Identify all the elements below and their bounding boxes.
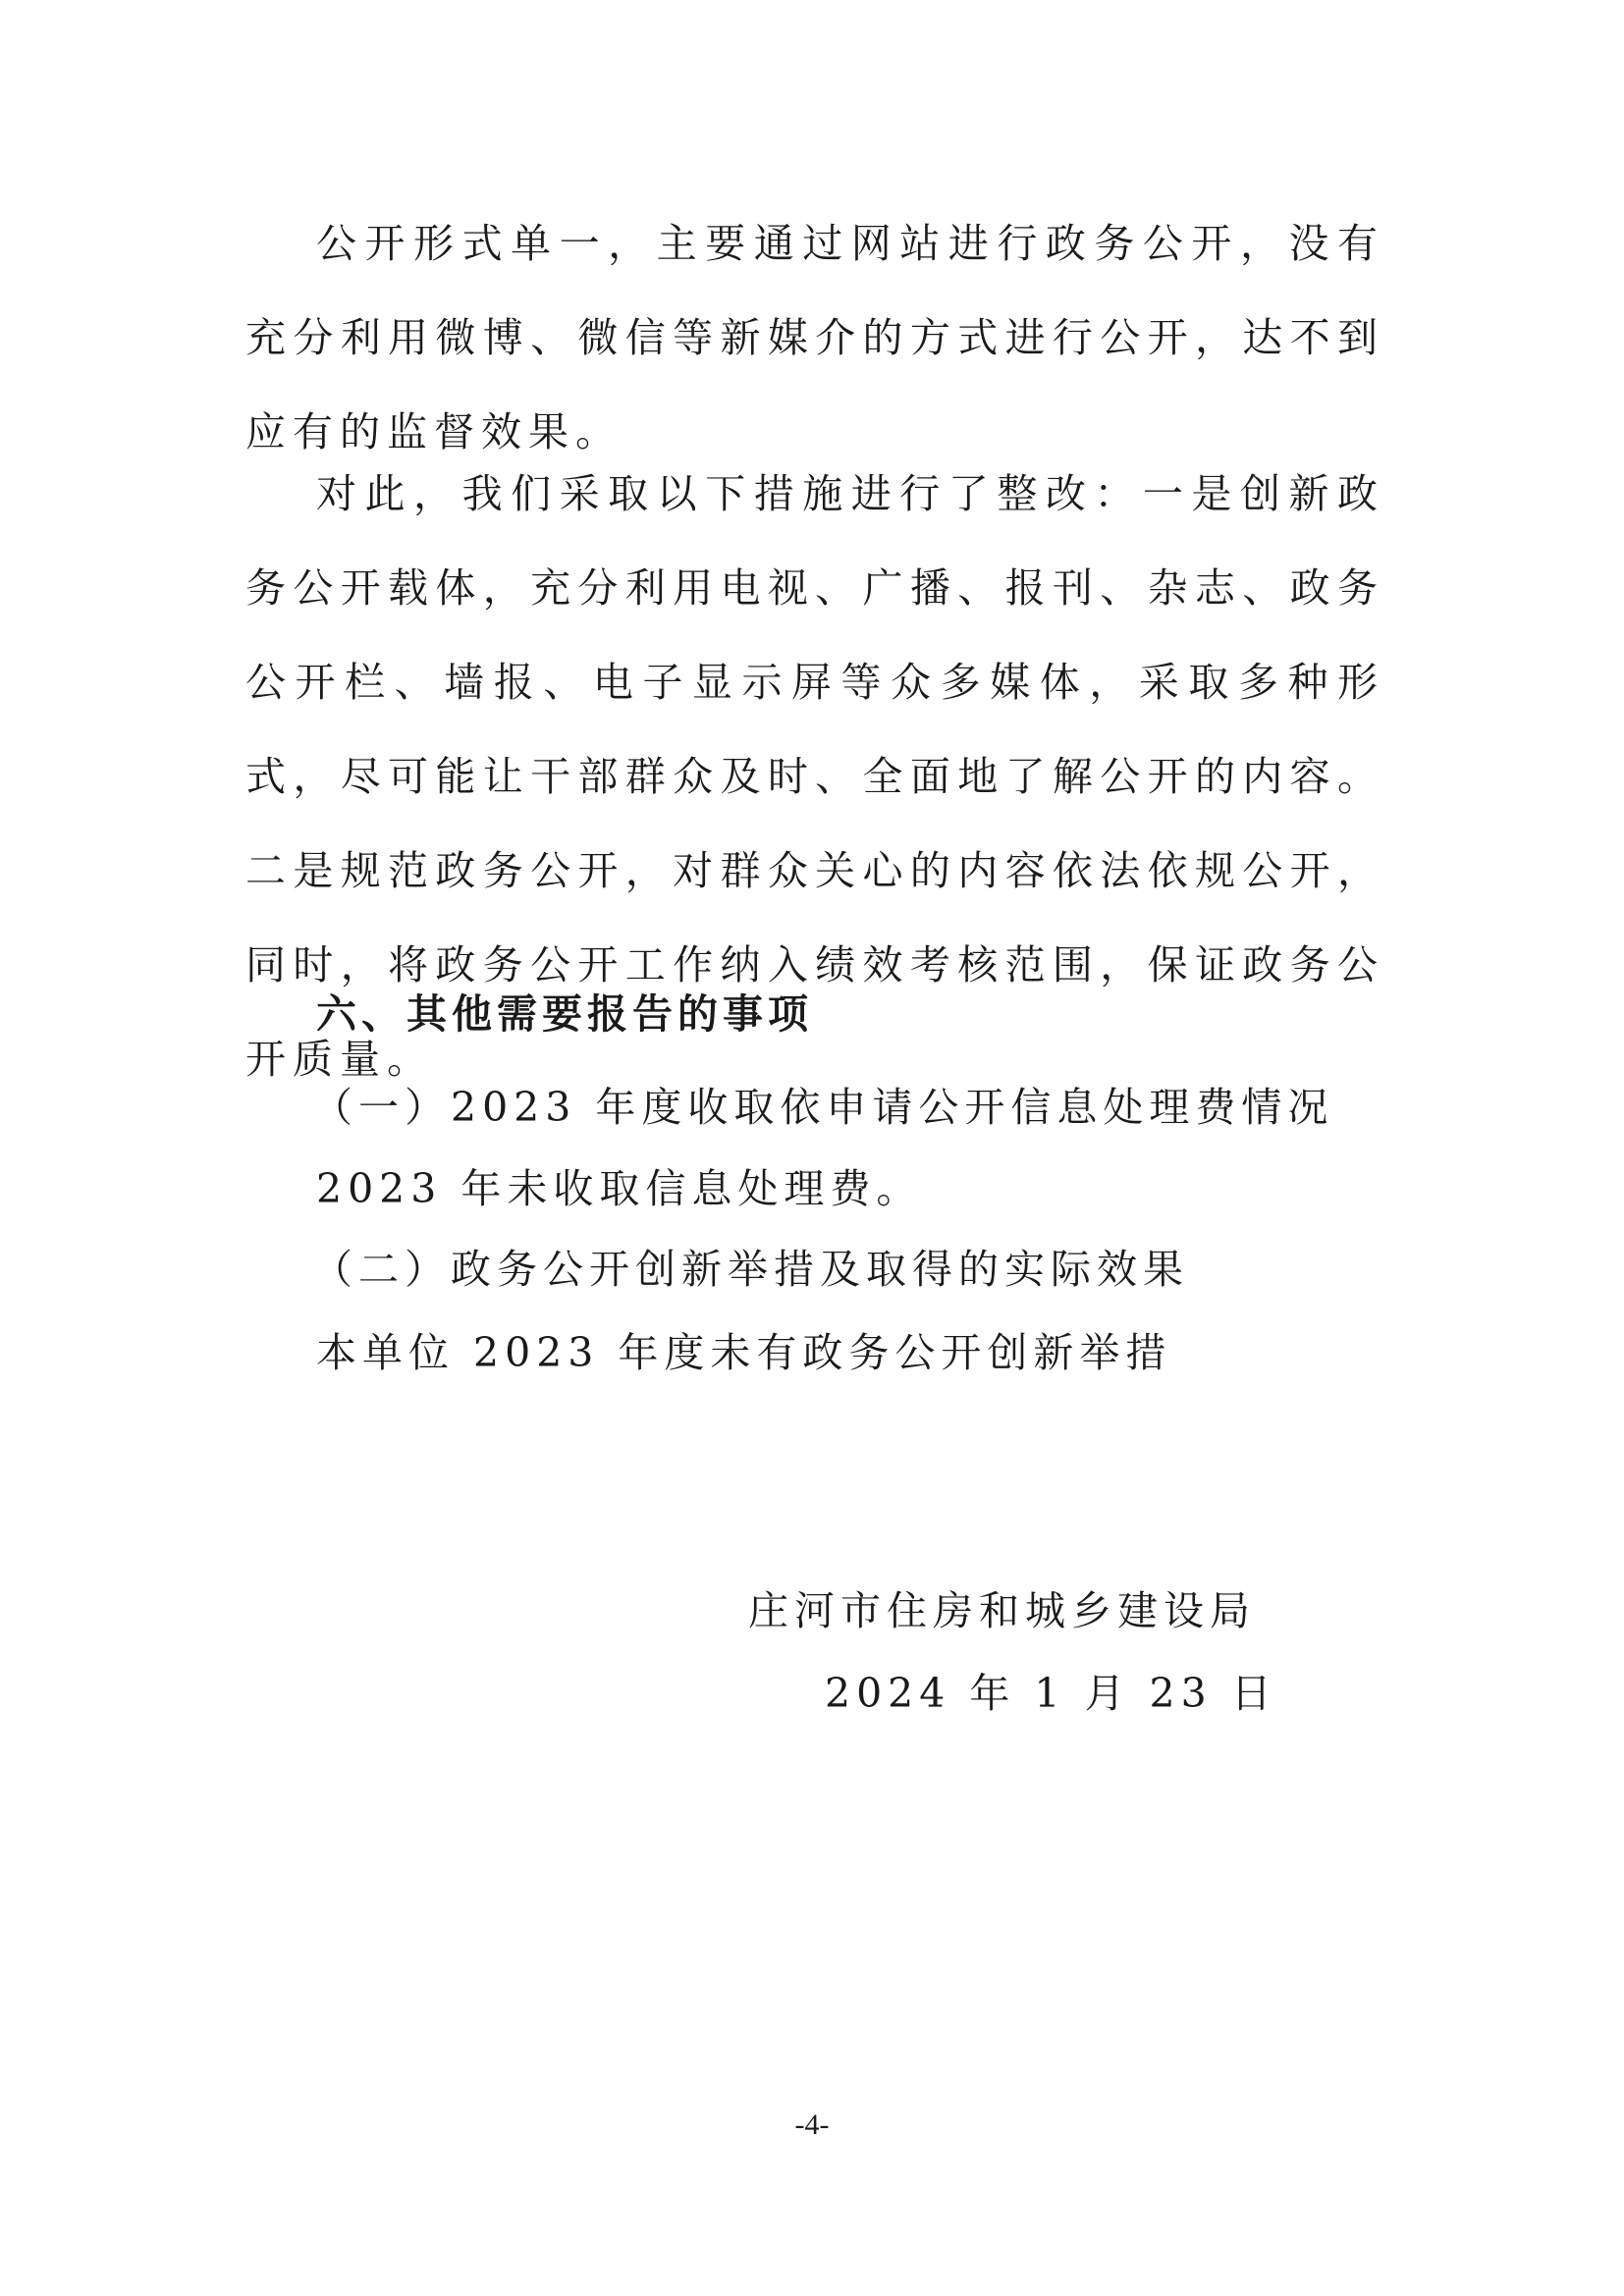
signature-date: 2024 年 1 月 23 日 — [825, 1670, 1277, 1717]
signature-organization: 庄河市住房和城乡建设局 — [748, 1587, 1256, 1634]
subsection-2-title: （二）政务公开创新举措及取得的实际效果 — [312, 1246, 1189, 1293]
subsection-2-body: 本单位 2023 年度未有政务公开创新举措 — [316, 1329, 1172, 1376]
subsection-1-title: （一）2023 年度收取依申请公开信息处理费情况 — [312, 1084, 1334, 1131]
page-number: -4- — [794, 2109, 830, 2141]
body-paragraph-1: 公开形式单一，主要通过网站进行政务公开，没有充分利用微博、微信等新媒介的方式进行公开，达不到应有的监督效果。 — [245, 220, 1384, 455]
body-paragraph-2: 对此，我们采取以下措施进行了整改：一是创新政务公开载体，充分利用电视、广播、报刊、杂志、政务公开栏、墙报、电子显示屏等众多媒体，采取多种形式，尽可能让干部群众及时、全面地了解公开的内容。二是规范政务公开，对群众关心的内容依法依规公开，同时，将政务公开工作纳入绩效考核范围，保证政务公开质量。 — [245, 470, 1384, 1083]
section-heading: 六、其他需要报告的事项 — [316, 990, 813, 1038]
subsection-1-body: 2023 年未收取信息处理费。 — [316, 1165, 923, 1212]
